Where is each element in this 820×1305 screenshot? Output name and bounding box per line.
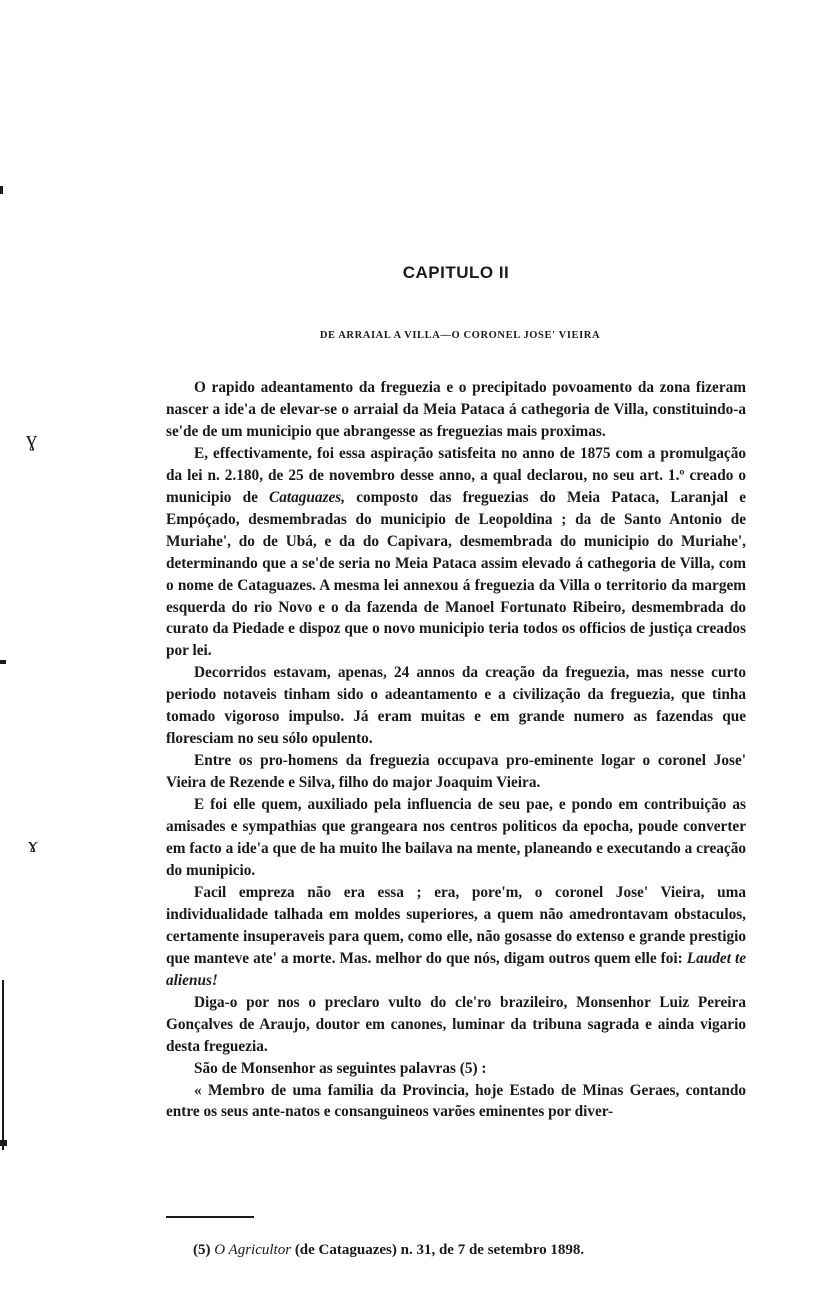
paragraph-7: Diga-o por nos o preclaro vulto do cle'ro brazileiro, Monsenhor Luiz Pereira Gonçalves de Araujo, doutor em canones, luminar da tribuna sagrada e ainda vigario desta freguezia. bbox=[166, 993, 746, 1055]
paragraph-6 bbox=[166, 882, 746, 992]
footnote bbox=[193, 1242, 753, 1259]
paragraph-2-part-1: E, effectivamente, foi essa aspiração satisfeita no anno de 1875 com a promulgação da lei n. 2.180, de 25 de novembro desse anno, a qual declarou, no seu art. 1.º creado o municipio de bbox=[166, 444, 746, 506]
place-name-cataguazes: Cataguazes, bbox=[269, 488, 346, 506]
body-text bbox=[166, 377, 746, 1123]
footnote-rule bbox=[166, 1216, 254, 1218]
paragraph-2-part-2: composto das freguezias do Meia Pataca, Laranjal e Empóçado, desmembradas do municipio de Leopoldina ; da de Santo Antonio de Muriahe', do de Ubá, e da do Capivara, desmembrada do municipio do Muriahe', determinando que a se'de seria no Meia Pataca assim elevado á cathegoria de Villa, com o nome de Cataguazes. A mesma lei annexou á freguezia da Villa o territorio da margem esquerda do rio Novo e o da fazenda de Manoel Fortunato Ribeiro, desmembrada do curato da Piedade e dispoz que o novo municipio teria todos os officios de justiça creados por lei. bbox=[166, 488, 747, 660]
scan-bar-left bbox=[2, 980, 4, 1150]
latin-quote: Laudet te alienus! bbox=[166, 949, 746, 989]
paragraph-2 bbox=[166, 443, 746, 663]
chapter-title: CAPITULO II bbox=[402, 263, 510, 282]
scan-mark-middle bbox=[0, 660, 6, 664]
paragraph-5: E foi elle quem, auxiliado pela influencia de seu pae, e pondo em contribuição as amisades e sympathias que grangeara nos centros politicos da epocha, poude converter em facto a ide'a que de ha muito lhe bailava na mente, planeando e executando a creação do munipicio. bbox=[166, 796, 746, 879]
paragraph-8: São de Monsenhor as seguintes palavras (5) : bbox=[194, 1059, 487, 1077]
paragraph-4: Entre os pro-homens da freguezia occupava pro-eminente logar o coronel Jose' Vieira de Rezende e Silva, filho do major Joaquim Vieira. bbox=[166, 752, 746, 792]
footnote-text: (de Cataguazes) n. 31, de 7 de setembro 1898. bbox=[294, 1242, 585, 1258]
footnote-source: O Agricultor bbox=[214, 1242, 292, 1258]
margin-mark-lower: ɤ bbox=[28, 832, 38, 857]
margin-mark-upper: ɣ bbox=[26, 426, 37, 451]
paragraph-9: « Membro de uma familia da Provincia, hoje Estado de Minas Geraes, contando entre os seus ante-natos e consanguineos varões eminentes por diver- bbox=[166, 1081, 746, 1121]
chapter-subtitle: DE ARRAIAL A VILLA—O CORONEL JOSE' VIEIRA bbox=[319, 330, 601, 341]
paragraph-3: Decorridos estavam, apenas, 24 annos da creação da freguezia, mas nesse curto periodo notaveis tinham sido o adeantamento e a civilização da freguezia, que tinha tomado vigoroso impulso. Já eram muitas e em grande numero as fazendas que floresciam no seu sólo opulento. bbox=[166, 664, 746, 748]
paragraph-1: O rapido adeantamento da freguezia e o precipitado povoamento da zona fizeram nascer a ide'a de elevar-se o arraial da Meia Pataca á cathegoria de Villa, constituindo-a se'de de um municipio que abrangesse as freguezias mais proximas. bbox=[166, 379, 746, 440]
scan-mark-top bbox=[0, 186, 3, 194]
paragraph-6-text: Facil empreza não era essa ; era, pore'm, o coronel Jose' Vieira, uma individualidade talhada em moldes superiores, a quem não amedrontavam obstaculos, certamente insuperaveis para quem, como elle, não gosasse do extenso e grande prestigio que manteve ate' a morte. Mas. melhor do que nós, digam outros quem elle foi: bbox=[166, 883, 746, 967]
footnote-marker: (5) bbox=[193, 1242, 211, 1258]
